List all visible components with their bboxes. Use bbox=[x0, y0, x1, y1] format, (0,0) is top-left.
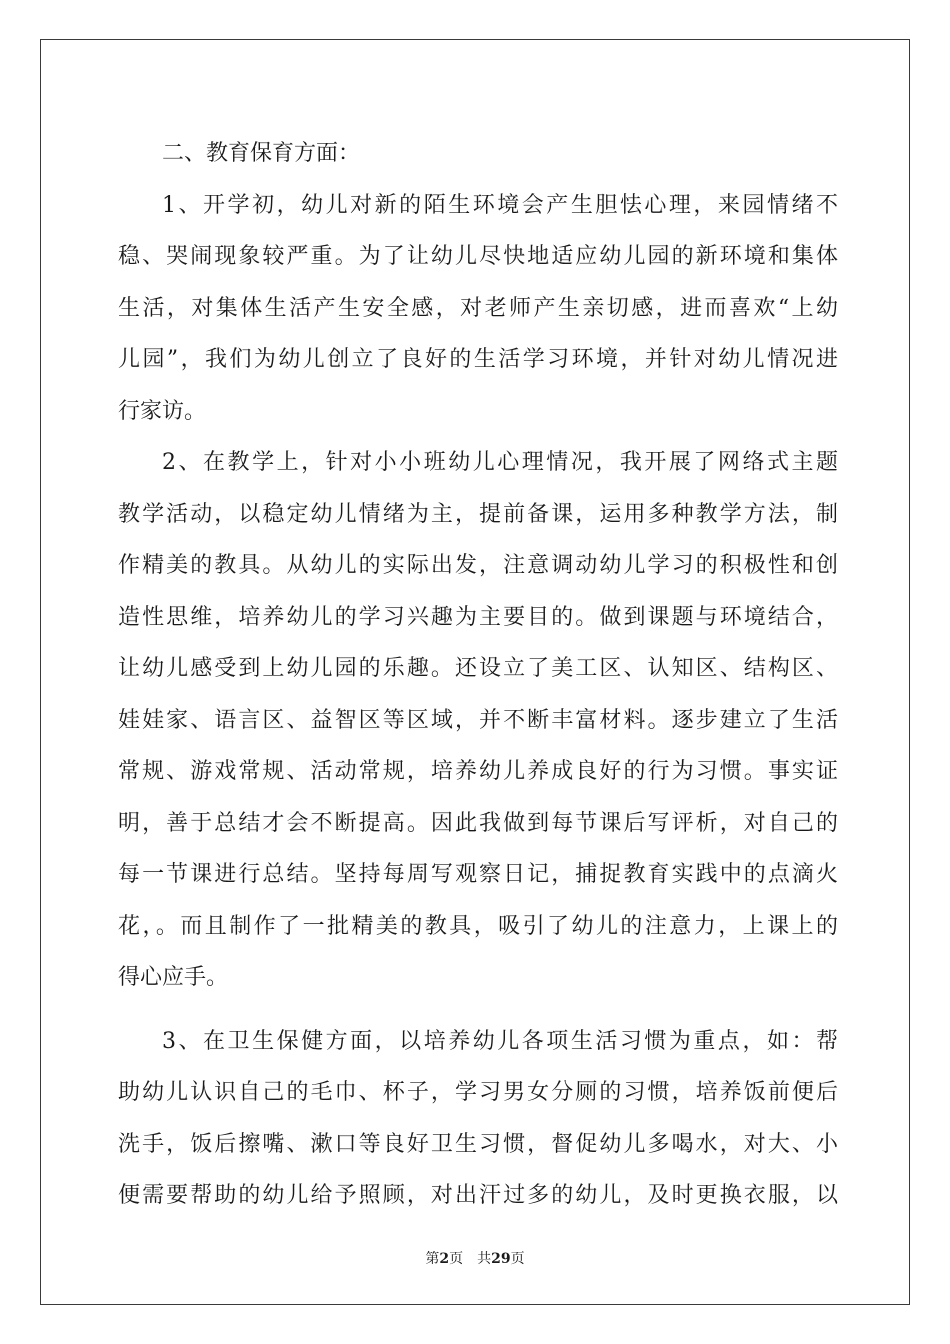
paragraph-line: 便需要帮助的幼儿给予照顾，对出汗过多的幼儿，及时更换衣服，以 bbox=[118, 1183, 838, 1208]
paragraph-line: 教学活动，以稳定幼儿情绪为主，提前备课，运用多种教学方法，制 bbox=[118, 501, 838, 527]
paragraph-line: 洗手，饭后擦嘴、漱口等良好卫生习惯，督促幼儿多喝水，对大、小 bbox=[118, 1131, 838, 1157]
paragraph-line: 得心应手。 bbox=[118, 965, 229, 990]
paragraph-line: 明，善于总结才会不断提高。因此我做到每节课后写评析，对自己的 bbox=[118, 810, 838, 836]
paragraph-1 bbox=[118, 180, 838, 438]
paragraph-line: 让幼儿感受到上幼儿园的乐趣。还设立了美工区、认知区、结构区、 bbox=[118, 656, 838, 681]
paragraph-3 bbox=[118, 1016, 838, 1222]
paragraph-line: 稳、哭闹现象较严重。为了让幼儿尽快地适应幼儿园的新环境和集体 bbox=[118, 244, 838, 269]
total-suffix: 页 bbox=[510, 1251, 525, 1267]
paragraph-line: 行家访。 bbox=[118, 398, 207, 424]
page-suffix: 页 bbox=[449, 1251, 464, 1267]
paragraph-line: 常规、游戏常规、活动常规，培养幼儿养成良好的行为习惯。事实证 bbox=[118, 759, 838, 784]
total-prefix: 共 bbox=[477, 1251, 492, 1267]
paragraph-line: 1、开学初，幼儿对新的陌生环境会产生胆怯心理，来园情绪不 bbox=[162, 192, 838, 218]
paragraph-line: 3、在卫生保健方面，以培养幼儿各项生活习惯为重点，如：帮 bbox=[162, 1028, 838, 1054]
total-pages: 29 bbox=[491, 1251, 511, 1267]
paragraph-gap bbox=[118, 1004, 838, 1016]
paragraph-line: 助幼儿认识自己的毛巾、杯子，学习男女分厕的习惯，培养饭前便后 bbox=[118, 1080, 838, 1105]
page-prefix: 第 bbox=[425, 1251, 440, 1267]
paragraph-line: 造性思维，培养幼儿的学习兴趣为主要目的。做到课题与环境结合， bbox=[118, 604, 838, 630]
paragraph-line: 儿园”，我们为幼儿创立了良好的生活学习环境，并针对幼儿情况进 bbox=[118, 347, 838, 372]
page-number: 2 bbox=[439, 1251, 450, 1267]
page-footer bbox=[0, 1248, 950, 1268]
paragraph-line: 每一节课进行总结。坚持每周写观察日记，捕捉教育实践中的点滴火 bbox=[118, 862, 838, 887]
paragraph-line: 作精美的教具。从幼儿的实际出发，注意调动幼儿学习的积极性和创 bbox=[118, 553, 838, 578]
document-body bbox=[118, 128, 838, 1222]
paragraph-2 bbox=[118, 437, 838, 1004]
paragraph-line: 娃娃家、语言区、益智区等区域，并不断丰富材料。逐步建立了生活 bbox=[118, 707, 838, 733]
section-heading: 二、教育保育方面： bbox=[162, 141, 361, 166]
paragraph-line: 2、在教学上，针对小小班幼儿心理情况，我开展了网络式主题 bbox=[162, 450, 838, 475]
paragraph-line: 花，。而且制作了一批精美的教具，吸引了幼儿的注意力，上课上的 bbox=[118, 913, 838, 939]
paragraph-line: 生活，对集体生活产生安全感，对老师产生亲切感，进而喜欢“上幼 bbox=[118, 295, 838, 321]
